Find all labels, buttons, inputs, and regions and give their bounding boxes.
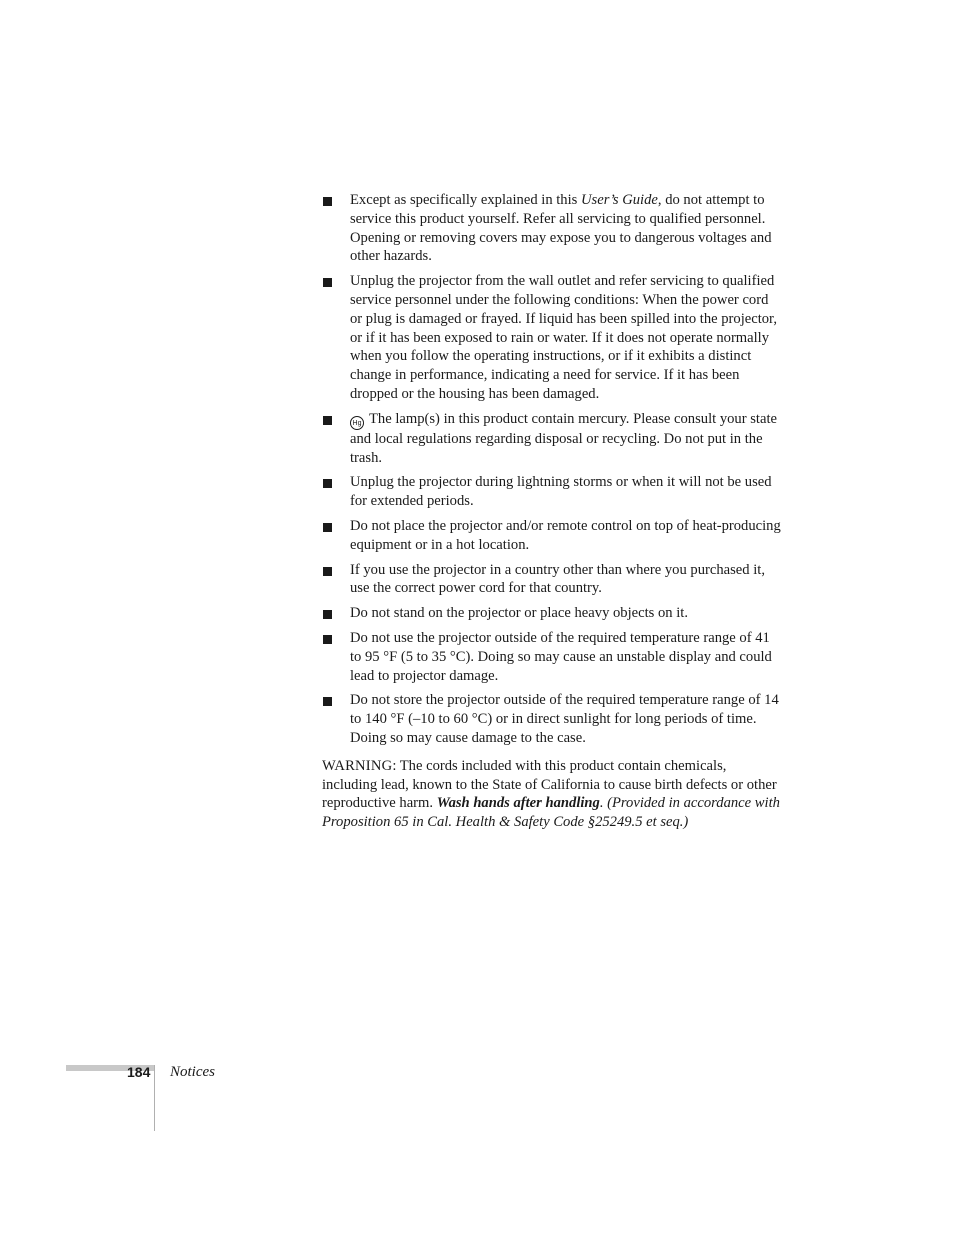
safety-bullet-list bbox=[322, 191, 784, 748]
square-bullet-icon bbox=[323, 278, 332, 287]
list-item bbox=[322, 272, 784, 404]
bullet-text-post: , do not attempt to service this product yourself. Refer all servicing to qualified personnel. Opening or removing covers may expose you to dangerous voltages and other hazards. bbox=[350, 192, 772, 265]
list-item bbox=[322, 691, 784, 747]
bullet-text: Unplug the projector during lightning storms or when it will not be used for extended periods. bbox=[350, 474, 772, 510]
bullet-text: Do not store the projector outside of the required temperature range of 14 to 140 °F (–10 to 60 °C) or in direct sunlight for long periods of time. Doing so may cause damage to the case. bbox=[350, 692, 779, 746]
mercury-hg-icon: Hg bbox=[350, 416, 364, 430]
section-name: Notices bbox=[170, 1064, 215, 1080]
bullet-text: Unplug the projector from the wall outlet and refer servicing to qualified service personnel under the following conditions: When the power cord or plug is damaged or frayed. If liquid has been spilled into the projector, or if it has been exposed to rain or water. If it does not operate normally when you follow the operating instructions, or if it exhibits a distinct change in performance, indicating a need for service. If it has been dropped or the housing has been damaged. bbox=[350, 273, 777, 402]
users-guide-reference: User’s Guide bbox=[581, 192, 658, 208]
page-number: 184 bbox=[127, 1064, 151, 1080]
list-item bbox=[322, 561, 784, 599]
warning-label: WARNING bbox=[322, 757, 393, 774]
square-bullet-icon bbox=[323, 416, 332, 425]
square-bullet-icon bbox=[323, 523, 332, 532]
list-item bbox=[322, 473, 784, 511]
footer-divider bbox=[154, 1065, 155, 1131]
square-bullet-icon bbox=[323, 567, 332, 576]
bullet-text: If you use the projector in a country other than where you purchased it, use the correct power cord for that country. bbox=[350, 561, 765, 597]
bullet-text: Do not stand on the projector or place heavy objects on it. bbox=[350, 605, 688, 622]
notice-content bbox=[322, 191, 784, 847]
wash-hands-emphasis: Wash hands after handling bbox=[436, 795, 600, 812]
square-bullet-icon bbox=[323, 635, 332, 644]
prop65-citation: (Provided in accordance with Proposition 65 in Cal. Health & Safety Code §25249.5 et seq.) bbox=[322, 795, 780, 831]
bullet-text: Do not use the projector outside of the required temperature range of 41 to 95 °F (5 to 35 °C). Doing so may cause an unstable display and could lead to projector damage. bbox=[350, 629, 772, 684]
warning-period: . bbox=[599, 795, 608, 812]
square-bullet-icon bbox=[323, 697, 332, 706]
square-bullet-icon bbox=[323, 479, 332, 488]
list-item bbox=[322, 517, 784, 555]
bullet-text-pre: Except as specifically explained in this bbox=[350, 192, 581, 208]
list-item bbox=[322, 191, 784, 266]
bullet-text: Do not place the projector and/or remote control on top of heat-producing equipment or in a hot location. bbox=[350, 517, 781, 553]
square-bullet-icon bbox=[323, 197, 332, 206]
warning-text: : The cords included with this product contain chemicals, including lead, known to the State of California to cause birth defects or other reproductive harm. bbox=[322, 757, 777, 812]
list-item bbox=[322, 629, 784, 685]
prop65-warning bbox=[322, 757, 784, 832]
list-item bbox=[322, 410, 784, 468]
bullet-text: The lamp(s) in this product contain mercury. Please consult your state and local regulations regarding disposal or recycling. Do not put in the trash. bbox=[350, 410, 777, 466]
square-bullet-icon bbox=[323, 610, 332, 619]
list-item bbox=[322, 604, 784, 623]
